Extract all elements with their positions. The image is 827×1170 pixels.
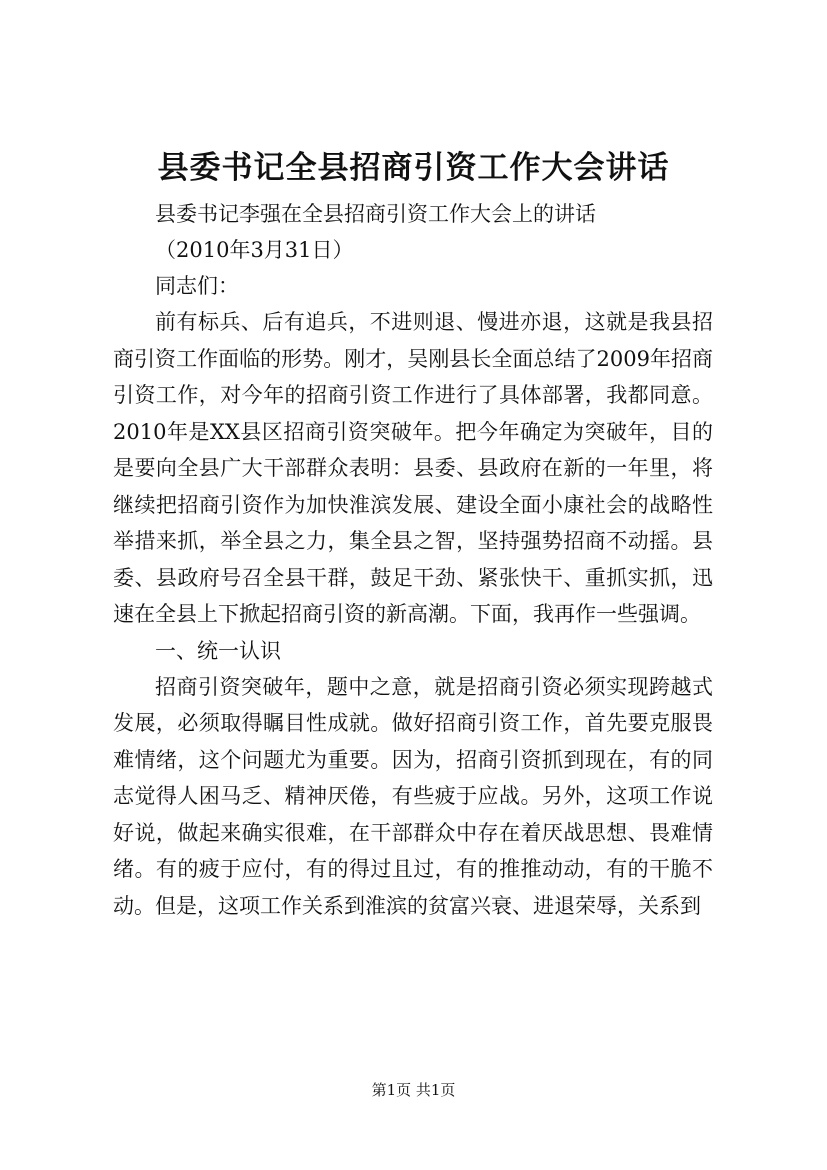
page-footer: 第1页 共1页 <box>371 1081 456 1099</box>
salutation: 同志们： <box>155 274 239 298</box>
document-subtitle: 县委书记李强在全县招商引资工作大会上的讲话 <box>155 202 596 226</box>
paragraph-intro: 前有标兵、后有追兵，不进则退、慢进亦退，这就是我县招商引资工作面临的形势。刚才，吴刚县长全面总结了2009年招商引资工作，对今年的招商引资工作进行了具体部署，我都同意。2010年是XX县区招商引资突破年。把今年确定为突破年，目的是要向全县广大干部群众表明：县委、县政府在新的一年里，将继续把招商引资作为加快淮滨发展、建设全面小康社会的战略性举措来抓，举全县之力，集全县之智，坚持强势招商不动摇。县委、县政府号召全县干群，鼓足干劲、紧张快干、重抓实抓，迅速在全县上下掀起招商引资的新高潮。下面，我再作一些强调。 <box>113 310 713 626</box>
paragraph-section-1: 招商引资突破年，题中之意，就是招商引资必须实现跨越式发展，必须取得瞩目性成就。做好招商引资工作，首先要克服畏难情绪，这个问题尤为重要。因为，招商引资抓到现在，有的同志觉得人困马乏、精神厌倦，有些疲于应战。另外，这项工作说好说，做起来确实很难，在干部群众中存在着厌战思想、畏难情绪。有的疲于应付，有的得过且过，有的推推动动，有的干脆不动。但是，这项工作关系到淮滨的贫富兴衰、进退荣辱，关系到 <box>113 674 713 918</box>
speech-date: （2010年3月31日） <box>155 238 354 262</box>
section-heading-unify-understanding: 一、统一认识 <box>155 638 281 663</box>
document-body <box>113 196 713 924</box>
document-title: 县委书记全县招商引资工作大会讲话 <box>157 150 670 186</box>
